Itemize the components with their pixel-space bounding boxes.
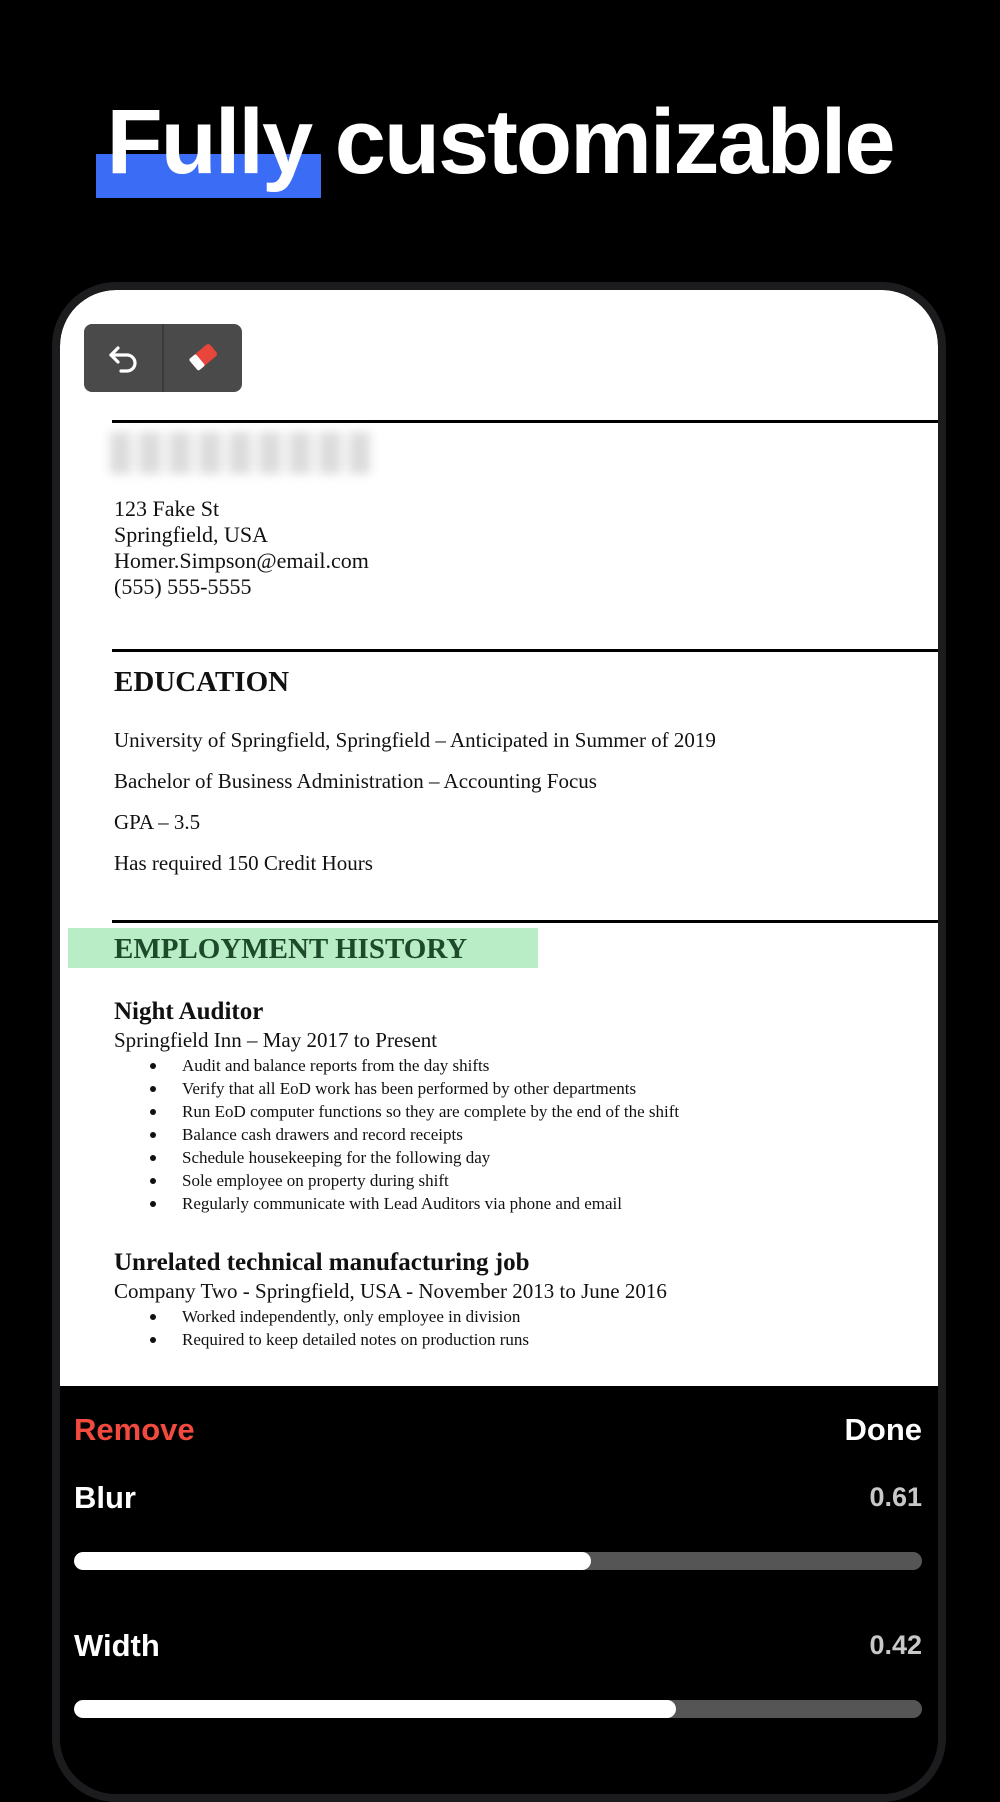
list-item: Run EoD computer functions so they are complete by the end of the shift xyxy=(114,1100,679,1123)
remove-button[interactable]: Remove xyxy=(74,1412,195,1447)
width-label: Width xyxy=(74,1628,160,1663)
divider-rule xyxy=(112,920,938,923)
list-item: Sole employee on property during shift xyxy=(114,1169,679,1192)
list-item: Verify that all EoD work has been performed by other departments xyxy=(114,1077,679,1100)
contact-address: 123 Fake St xyxy=(114,496,220,521)
list-item: Audit and balance reports from the day shifts xyxy=(114,1054,679,1077)
blur-slider-fill xyxy=(74,1552,591,1570)
divider-rule xyxy=(112,420,938,423)
phone-frame xyxy=(52,282,946,1802)
eraser-icon xyxy=(183,338,223,378)
blur-value: 0.61 xyxy=(869,1482,922,1512)
job-company: Springfield Inn – May 2017 to Present xyxy=(114,1028,438,1052)
job-bullets xyxy=(114,1305,529,1351)
divider-rule xyxy=(112,649,938,652)
list-item: Required to keep detailed notes on production runs xyxy=(114,1328,529,1351)
headline-rest: customizable xyxy=(334,91,894,193)
eraser-button[interactable] xyxy=(162,324,242,392)
job-title: Unrelated technical manufacturing job xyxy=(114,1249,530,1276)
edit-toolbar xyxy=(84,324,242,392)
headline xyxy=(0,92,1000,192)
job-bullets xyxy=(114,1054,679,1215)
undo-icon xyxy=(105,340,141,376)
employment-heading: EMPLOYMENT HISTORY xyxy=(114,933,468,965)
document-preview xyxy=(60,290,938,1386)
contact-email: Homer.Simpson@email.com xyxy=(114,548,369,573)
education-line: University of Springfield, Springfield – Anticipated in Summer of 2019 xyxy=(114,728,716,752)
list-item: Balance cash drawers and record receipts xyxy=(114,1123,679,1146)
list-item: Regularly communicate with Lead Auditors via phone and email xyxy=(114,1192,679,1215)
job-company: Company Two - Springfield, USA - November 2013 to June 2016 xyxy=(114,1279,667,1303)
blur-slider[interactable] xyxy=(74,1552,922,1570)
done-button[interactable]: Done xyxy=(844,1412,922,1447)
education-line: Has required 150 Credit Hours xyxy=(114,851,373,875)
list-item: Worked independently, only employee in division xyxy=(114,1305,529,1328)
job-title: Night Auditor xyxy=(114,998,264,1025)
width-slider-fill xyxy=(74,1700,676,1718)
contact-phone: (555) 555-5555 xyxy=(114,574,252,599)
adjustment-panel xyxy=(60,1386,938,1802)
width-value: 0.42 xyxy=(869,1630,922,1660)
width-slider[interactable] xyxy=(74,1700,922,1718)
education-line: Bachelor of Business Administration – Accounting Focus xyxy=(114,769,597,793)
list-item: Schedule housekeeping for the following day xyxy=(114,1146,679,1169)
blurred-name-region xyxy=(110,432,370,474)
education-heading: EDUCATION xyxy=(114,666,290,698)
headline-highlight-word: Fully xyxy=(106,92,311,192)
undo-button[interactable] xyxy=(84,324,162,392)
contact-city: Springfield, USA xyxy=(114,522,268,547)
contact-block xyxy=(114,496,369,600)
blur-label: Blur xyxy=(74,1480,136,1515)
education-line: GPA – 3.5 xyxy=(114,810,201,834)
